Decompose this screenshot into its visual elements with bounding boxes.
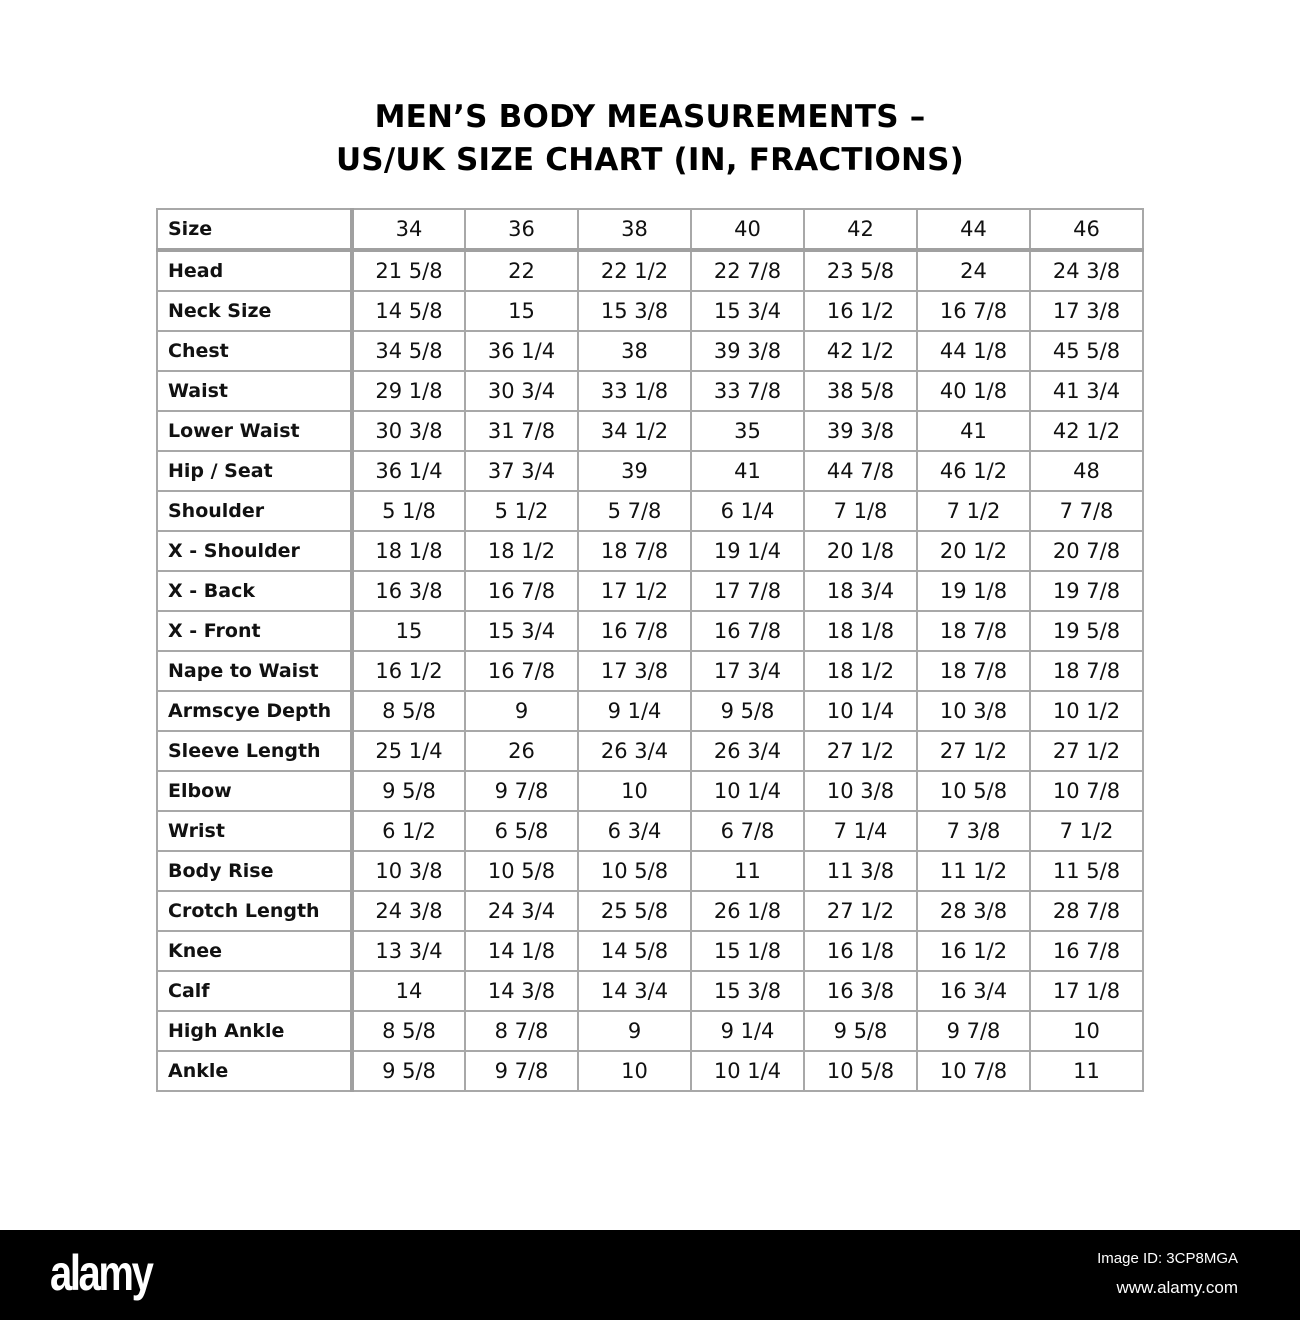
measurement-cell: 18 3/4 — [804, 571, 917, 611]
measurement-cell: 29 1/8 — [352, 371, 465, 411]
measurement-label: X - Front — [157, 611, 352, 651]
measurement-cell: 16 7/8 — [1030, 931, 1143, 971]
measurement-cell: 19 5/8 — [1030, 611, 1143, 651]
measurement-label: Ankle — [157, 1051, 352, 1091]
measurement-cell: 19 1/8 — [917, 571, 1030, 611]
table-row — [157, 371, 1143, 411]
measurement-cell: 15 3/8 — [691, 971, 804, 1011]
measurement-cell: 16 7/8 — [465, 651, 578, 691]
measurement-cell: 7 3/8 — [917, 811, 1030, 851]
chart-title — [0, 96, 1300, 182]
table-row — [157, 931, 1143, 971]
measurement-label: Armscye Depth — [157, 691, 352, 731]
measurement-cell: 27 1/2 — [917, 731, 1030, 771]
measurement-cell: 18 1/8 — [804, 611, 917, 651]
size-header-cell: 40 — [691, 209, 804, 250]
measurement-cell: 37 3/4 — [465, 451, 578, 491]
measurement-cell: 28 3/8 — [917, 891, 1030, 931]
measurement-cell: 39 3/8 — [804, 411, 917, 451]
measurement-cell: 17 7/8 — [691, 571, 804, 611]
size-header-cell: 36 — [465, 209, 578, 250]
measurement-cell: 11 — [691, 851, 804, 891]
table-row — [157, 731, 1143, 771]
measurement-cell: 17 3/4 — [691, 651, 804, 691]
size-header-label: Size — [157, 209, 352, 250]
measurement-cell: 17 1/8 — [1030, 971, 1143, 1011]
measurement-cell: 8 5/8 — [352, 691, 465, 731]
measurement-cell: 14 1/8 — [465, 931, 578, 971]
measurement-cell: 10 3/8 — [352, 851, 465, 891]
measurement-cell: 23 5/8 — [804, 250, 917, 291]
table-row — [157, 811, 1143, 851]
measurement-cell: 24 3/4 — [465, 891, 578, 931]
measurement-label: Head — [157, 250, 352, 291]
measurement-cell: 6 1/2 — [352, 811, 465, 851]
measurement-cell: 8 7/8 — [465, 1011, 578, 1051]
header-row — [157, 209, 1143, 250]
measurement-cell: 26 1/8 — [691, 891, 804, 931]
measurement-cell: 10 — [578, 1051, 691, 1091]
size-header-cell: 46 — [1030, 209, 1143, 250]
measurement-cell: 16 3/4 — [917, 971, 1030, 1011]
measurement-cell: 6 7/8 — [691, 811, 804, 851]
measurement-cell: 10 3/8 — [804, 771, 917, 811]
size-header-cell: 44 — [917, 209, 1030, 250]
measurement-cell: 48 — [1030, 451, 1143, 491]
watermark-bar — [0, 1230, 1300, 1320]
measurement-cell: 33 1/8 — [578, 371, 691, 411]
measurement-cell: 17 1/2 — [578, 571, 691, 611]
measurement-cell: 28 7/8 — [1030, 891, 1143, 931]
measurement-cell: 6 1/4 — [691, 491, 804, 531]
measurement-cell: 10 5/8 — [804, 1051, 917, 1091]
table-row — [157, 291, 1143, 331]
measurement-cell: 9 5/8 — [352, 1051, 465, 1091]
measurement-cell: 16 7/8 — [465, 571, 578, 611]
measurement-cell: 24 — [917, 250, 1030, 291]
measurement-label: Lower Waist — [157, 411, 352, 451]
measurement-cell: 10 — [1030, 1011, 1143, 1051]
measurement-cell: 19 1/4 — [691, 531, 804, 571]
measurement-cell: 19 7/8 — [1030, 571, 1143, 611]
measurement-cell: 15 — [352, 611, 465, 651]
alamy-logo: alamy — [50, 1245, 152, 1301]
measurement-cell: 5 7/8 — [578, 491, 691, 531]
measurement-cell: 35 — [691, 411, 804, 451]
measurement-cell: 26 — [465, 731, 578, 771]
measurement-cell: 8 5/8 — [352, 1011, 465, 1051]
measurement-cell: 27 1/2 — [1030, 731, 1143, 771]
measurement-label: Nape to Waist — [157, 651, 352, 691]
measurement-cell: 9 5/8 — [691, 691, 804, 731]
measurement-cell: 9 7/8 — [917, 1011, 1030, 1051]
size-header-cell: 34 — [352, 209, 465, 250]
measurement-cell: 7 7/8 — [1030, 491, 1143, 531]
measurement-cell: 10 7/8 — [1030, 771, 1143, 811]
measurement-cell: 13 3/4 — [352, 931, 465, 971]
image-id: Image ID: 3CP8MGA — [1097, 1250, 1238, 1267]
measurement-cell: 44 7/8 — [804, 451, 917, 491]
size-header-cell: 42 — [804, 209, 917, 250]
measurement-cell: 16 1/8 — [804, 931, 917, 971]
table-row — [157, 250, 1143, 291]
measurement-cell: 24 3/8 — [1030, 250, 1143, 291]
measurement-label: Crotch Length — [157, 891, 352, 931]
table-row — [157, 1011, 1143, 1051]
table-row — [157, 451, 1143, 491]
measurement-label: X - Back — [157, 571, 352, 611]
measurement-cell: 16 7/8 — [578, 611, 691, 651]
measurement-cell: 11 3/8 — [804, 851, 917, 891]
measurement-cell: 9 5/8 — [804, 1011, 917, 1051]
measurement-cell: 21 5/8 — [352, 250, 465, 291]
measurement-cell: 11 — [1030, 1051, 1143, 1091]
measurement-label: Shoulder — [157, 491, 352, 531]
measurement-cell: 18 7/8 — [917, 651, 1030, 691]
measurement-cell: 7 1/8 — [804, 491, 917, 531]
measurement-cell: 34 5/8 — [352, 331, 465, 371]
measurement-cell: 10 5/8 — [578, 851, 691, 891]
measurement-cell: 42 1/2 — [804, 331, 917, 371]
measurement-cell: 18 1/2 — [804, 651, 917, 691]
measurement-cell: 16 1/2 — [352, 651, 465, 691]
table-row — [157, 971, 1143, 1011]
measurement-cell: 24 3/8 — [352, 891, 465, 931]
measurement-cell: 41 — [917, 411, 1030, 451]
measurement-cell: 22 — [465, 250, 578, 291]
measurement-label: Sleeve Length — [157, 731, 352, 771]
measurement-cell: 31 7/8 — [465, 411, 578, 451]
table-row — [157, 771, 1143, 811]
measurement-label: Elbow — [157, 771, 352, 811]
measurement-cell: 42 1/2 — [1030, 411, 1143, 451]
measurement-cell: 9 7/8 — [465, 771, 578, 811]
measurement-cell: 22 7/8 — [691, 250, 804, 291]
measurement-cell: 18 1/8 — [352, 531, 465, 571]
measurement-cell: 39 — [578, 451, 691, 491]
table-row — [157, 331, 1143, 371]
measurement-cell: 14 — [352, 971, 465, 1011]
measurement-cell: 27 1/2 — [804, 891, 917, 931]
measurement-cell: 5 1/2 — [465, 491, 578, 531]
measurement-cell: 38 5/8 — [804, 371, 917, 411]
measurement-cell: 18 7/8 — [1030, 651, 1143, 691]
table-row — [157, 691, 1143, 731]
measurement-cell: 15 1/8 — [691, 931, 804, 971]
measurement-cell: 16 7/8 — [917, 291, 1030, 331]
measurement-cell: 7 1/2 — [1030, 811, 1143, 851]
measurement-label: Chest — [157, 331, 352, 371]
measurement-cell: 18 7/8 — [917, 611, 1030, 651]
measurement-cell: 10 1/4 — [691, 771, 804, 811]
measurement-cell: 20 1/8 — [804, 531, 917, 571]
title-line-2: US/UK SIZE CHART (IN, FRACTIONS) — [335, 142, 965, 178]
measurement-cell: 14 3/4 — [578, 971, 691, 1011]
measurement-cell: 30 3/4 — [465, 371, 578, 411]
table-row — [157, 1051, 1143, 1091]
measurement-cell: 14 5/8 — [578, 931, 691, 971]
measurement-cell: 20 1/2 — [917, 531, 1030, 571]
measurement-cell: 17 3/8 — [1030, 291, 1143, 331]
measurement-label: Knee — [157, 931, 352, 971]
measurement-cell: 11 1/2 — [917, 851, 1030, 891]
measurement-cell: 44 1/8 — [917, 331, 1030, 371]
measurement-cell: 22 1/2 — [578, 250, 691, 291]
measurement-cell: 17 3/8 — [578, 651, 691, 691]
measurement-cell: 26 3/4 — [691, 731, 804, 771]
measurement-label: Waist — [157, 371, 352, 411]
measurement-cell: 10 1/2 — [1030, 691, 1143, 731]
measurement-cell: 15 3/8 — [578, 291, 691, 331]
measurement-cell: 18 7/8 — [578, 531, 691, 571]
measurement-cell: 10 3/8 — [917, 691, 1030, 731]
measurement-cell: 10 1/4 — [804, 691, 917, 731]
table-row — [157, 611, 1143, 651]
measurement-label: Body Rise — [157, 851, 352, 891]
table-row — [157, 411, 1143, 451]
measurement-label: X - Shoulder — [157, 531, 352, 571]
measurement-cell: 33 7/8 — [691, 371, 804, 411]
measurement-cell: 40 1/8 — [917, 371, 1030, 411]
size-header-cell: 38 — [578, 209, 691, 250]
measurement-cell: 25 5/8 — [578, 891, 691, 931]
measurement-cell: 25 1/4 — [352, 731, 465, 771]
measurement-cell: 16 1/2 — [917, 931, 1030, 971]
measurement-cell: 7 1/2 — [917, 491, 1030, 531]
measurement-cell: 9 5/8 — [352, 771, 465, 811]
measurement-cell: 11 5/8 — [1030, 851, 1143, 891]
table-row — [157, 891, 1143, 931]
measurement-cell: 16 1/2 — [804, 291, 917, 331]
measurement-cell: 9 7/8 — [465, 1051, 578, 1091]
measurement-cell: 36 1/4 — [465, 331, 578, 371]
measurement-cell: 26 3/4 — [578, 731, 691, 771]
measurement-label: High Ankle — [157, 1011, 352, 1051]
measurement-cell: 46 1/2 — [917, 451, 1030, 491]
measurement-cell: 36 1/4 — [352, 451, 465, 491]
measurement-cell: 9 — [465, 691, 578, 731]
measurement-cell: 41 3/4 — [1030, 371, 1143, 411]
table-row — [157, 851, 1143, 891]
measurement-cell: 27 1/2 — [804, 731, 917, 771]
measurement-cell: 16 3/8 — [352, 571, 465, 611]
measurement-cell: 14 3/8 — [465, 971, 578, 1011]
measurement-cell: 6 5/8 — [465, 811, 578, 851]
site-url: www.alamy.com — [1116, 1278, 1238, 1297]
table-row — [157, 491, 1143, 531]
measurement-cell: 38 — [578, 331, 691, 371]
measurement-cell: 18 1/2 — [465, 531, 578, 571]
measurement-cell: 9 1/4 — [691, 1011, 804, 1051]
measurement-cell: 10 5/8 — [917, 771, 1030, 811]
measurement-cell: 16 3/8 — [804, 971, 917, 1011]
measurement-cell: 16 7/8 — [691, 611, 804, 651]
measurement-label: Neck Size — [157, 291, 352, 331]
size-chart-table — [156, 208, 1144, 1092]
measurement-cell: 39 3/8 — [691, 331, 804, 371]
measurement-cell: 10 5/8 — [465, 851, 578, 891]
table-row — [157, 571, 1143, 611]
measurement-label: Hip / Seat — [157, 451, 352, 491]
measurement-cell: 34 1/2 — [578, 411, 691, 451]
table-row — [157, 651, 1143, 691]
measurement-cell: 45 5/8 — [1030, 331, 1143, 371]
measurement-cell: 9 1/4 — [578, 691, 691, 731]
measurement-cell: 14 5/8 — [352, 291, 465, 331]
measurement-cell: 15 3/4 — [465, 611, 578, 651]
measurement-cell: 15 — [465, 291, 578, 331]
title-line-1: MEN’S BODY MEASUREMENTS – — [374, 99, 926, 135]
measurement-cell: 10 7/8 — [917, 1051, 1030, 1091]
measurement-label: Calf — [157, 971, 352, 1011]
measurement-cell: 5 1/8 — [352, 491, 465, 531]
measurement-cell: 7 1/4 — [804, 811, 917, 851]
measurement-cell: 10 — [578, 771, 691, 811]
table-row — [157, 531, 1143, 571]
measurement-cell: 20 7/8 — [1030, 531, 1143, 571]
measurement-cell: 30 3/8 — [352, 411, 465, 451]
measurement-cell: 6 3/4 — [578, 811, 691, 851]
measurement-cell: 9 — [578, 1011, 691, 1051]
measurement-label: Wrist — [157, 811, 352, 851]
measurement-cell: 10 1/4 — [691, 1051, 804, 1091]
measurement-cell: 41 — [691, 451, 804, 491]
measurement-cell: 15 3/4 — [691, 291, 804, 331]
